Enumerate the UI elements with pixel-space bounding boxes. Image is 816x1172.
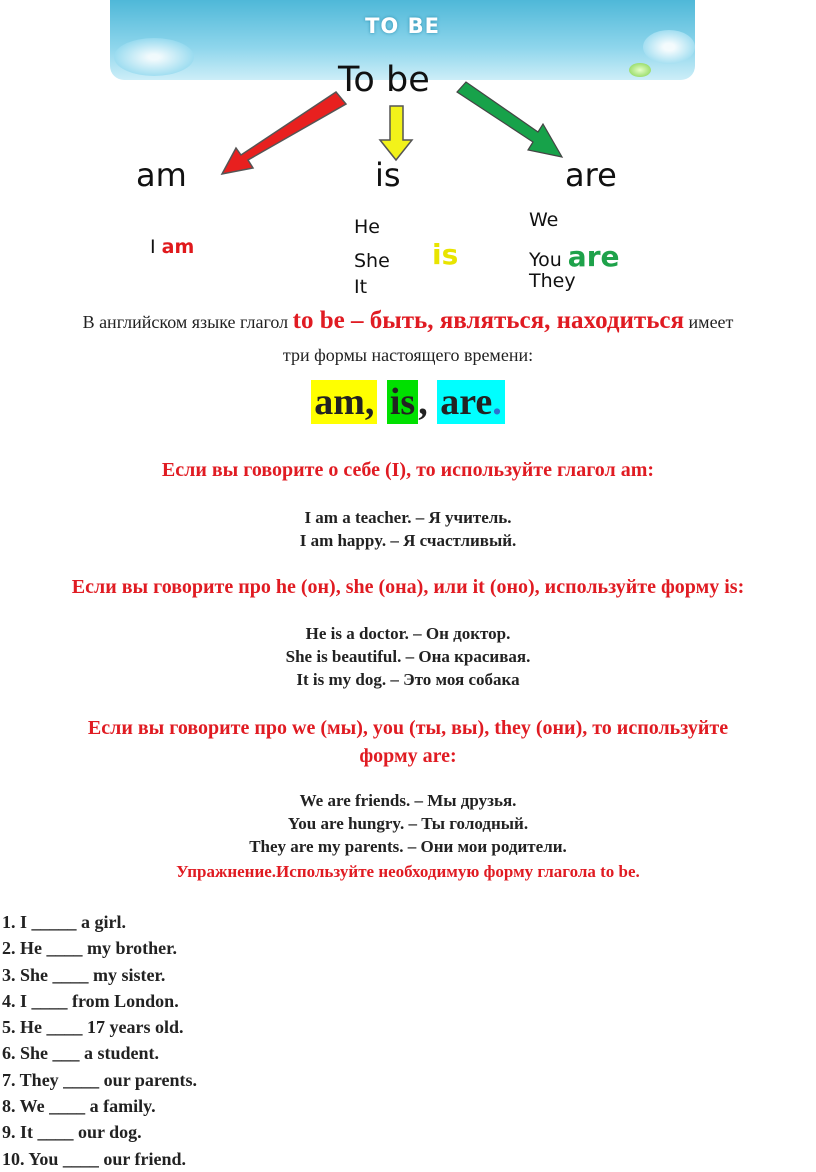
example-sentence: They are my parents. – Они мои родители. [249, 837, 567, 856]
exercise-item: 4. I ____ from London. [2, 990, 179, 1011]
green-arrow-icon [457, 82, 562, 157]
form-are-highlight: are. [437, 380, 505, 424]
root-verb: To be [338, 60, 430, 100]
exercise-item: 9. It ____ our dog. [2, 1122, 142, 1143]
intro-highlight: to be – быть, являться, находиться [292, 307, 685, 334]
example-sentence: She is beautiful. – Она красивая. [285, 647, 531, 666]
pronoun-he: He [354, 216, 380, 238]
form-are: are [565, 156, 617, 194]
forms-comma: , [418, 381, 428, 423]
intro-line2: три формы настоящего времени: [282, 345, 534, 365]
rule-am: Если вы говорите о себе (I), то используйте глагол am: [161, 459, 655, 481]
rule-is: Если вы говорите про he (он), she (она), или it (оно), используйте форму is: [71, 576, 745, 598]
exercise-item: 7. They ____ our parents. [2, 1069, 198, 1090]
exercise-item: 6. She ___ a student. [2, 1043, 160, 1064]
example-sentence: I am a teacher. – Я учитель. [304, 508, 512, 527]
form-is: is [375, 156, 401, 194]
pronoun-she: She [354, 250, 390, 272]
banner-title: TO BE [365, 14, 440, 38]
exercise-list [2, 909, 197, 1172]
example-sentence: He is a doctor. – Он доктор. [305, 624, 511, 643]
intro-tail: имеет [688, 312, 734, 332]
exercise-item: 8. We ____ a family. [2, 1096, 156, 1117]
yellow-arrow-icon [380, 106, 412, 160]
pronoun-we: We [529, 209, 559, 231]
rule-are-line2: форму are: [359, 745, 457, 767]
form-am-highlight: am, [311, 380, 377, 424]
are-pronoun-you-line [529, 240, 620, 273]
pronoun-you: You [529, 249, 562, 271]
intro-lead: В английском языке глагол [82, 312, 289, 332]
exercise-title: Упражнение.Используйте необходимую форму глагола to be. [176, 862, 640, 881]
verb-is: is [432, 238, 459, 271]
exercise-item: 2. He ____ my brother. [2, 938, 177, 959]
examples-are [0, 789, 816, 858]
exercise-item: 5. He ____ 17 years old. [2, 1017, 184, 1038]
exercise-item: 3. She ____ my sister. [2, 964, 166, 985]
am-pronoun-group [150, 236, 194, 258]
examples-is [0, 622, 816, 691]
rule-are [0, 714, 816, 770]
to-be-diagram [100, 0, 705, 302]
verb-am: am [161, 236, 195, 258]
forms-line [0, 380, 816, 424]
example-sentence: We are friends. – Мы друзья. [299, 791, 517, 810]
red-arrow-icon [222, 92, 346, 174]
examples-am [0, 506, 816, 552]
verb-are: are [567, 240, 620, 273]
pronoun-i: I [150, 236, 156, 258]
form-is-highlight: is [387, 380, 418, 424]
exercise-item: 10. You ____ our friend. [2, 1148, 187, 1169]
example-sentence: I am happy. – Я счастливый. [299, 531, 517, 550]
pronoun-it: It [354, 276, 368, 298]
pronoun-they: They [529, 270, 576, 292]
example-sentence: You are hungry. – Ты голодный. [287, 814, 529, 833]
form-am: am [136, 156, 187, 194]
exercise-item: 1. I _____ a girl. [2, 912, 126, 932]
example-sentence: It is my dog. – Это моя собака [296, 670, 520, 689]
rule-are-line1: Если вы говорите про we (мы), you (ты, вы), they (они), то используйте [87, 717, 729, 739]
intro-paragraph [20, 308, 796, 335]
